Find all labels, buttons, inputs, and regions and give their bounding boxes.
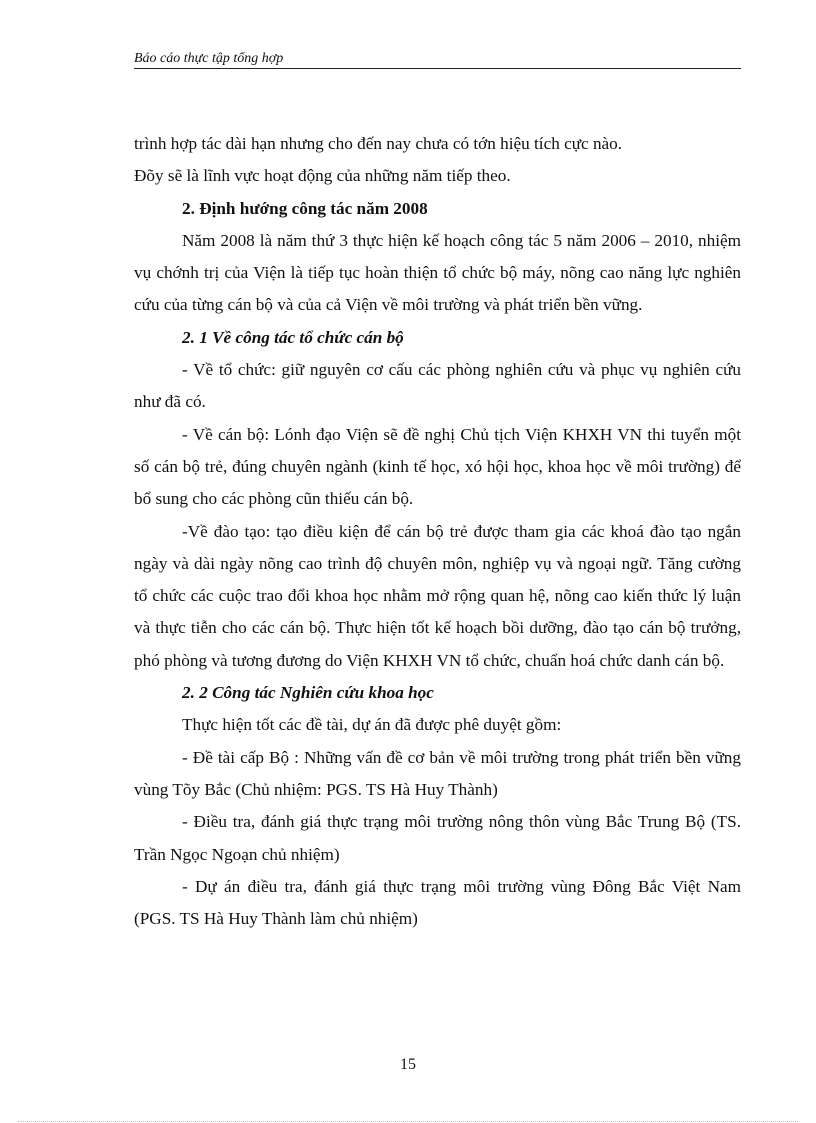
header-title: Báo cáo thực tập tổng hợp [134,51,284,66]
page-bottom-divider [18,1121,798,1122]
paragraph: Thực hiện tốt các đề tài, dự án đã được phê duyệt gồm: [182,715,562,735]
subsection-heading: 2. 1 Về công tác tổ chức cán bộ [182,327,404,347]
paragraph: Đõy sẽ là lĩnh vực hoạt động của những năm tiếp theo. [134,166,511,186]
paragraph: - Về tổ chức: giữ nguyên cơ cấu các phòng nghiên cứu và phục vụ nghiên cứu như đã có. [134,360,741,412]
paragraph: trình hợp tác dài hạn nhưng cho đến nay chưa có tớn hiệu tích cực nào. [134,134,623,153]
paragraph: - Điều tra, đánh giá thực trạng môi trường nông thôn vùng Bắc Trung Bộ (TS. Trần Ngọc Ngoạn chủ nhiệm) [134,812,741,864]
paragraph: -Về đào tạo: tạo điều kiện để cán bộ trẻ được tham gia các khoá đào tạo ngắn ngày và dài ngày nõng cao trình độ chuyên môn, nghiệp vụ và ngoại ngữ. Tăng cường tổ chức các cuộc trao đổi khoa học nhằm mở rộng quan hệ, nõng cao kiến thức lý luận và thực tiễn cho các cán bộ. Thực hiện tốt kế hoạch bồi dưỡng, đào tạo cán bộ trưởng, phó phòng và tương đương do Viện KHXH VN tổ chức, chuẩn hoá chức danh cán bộ. [134,521,741,670]
running-header [134,51,741,69]
paragraph: Năm 2008 là năm thứ 3 thực hiện kế hoạch công tác 5 năm 2006 – 2010, nhiệm vụ chớnh trị của Viện là tiếp tục hoàn thiện tổ chức bộ máy, nõng cao năng lực nghiên cứu của từng cán bộ và của cả Viện về môi trường và phát triển bền vững. [134,230,741,315]
paragraph: - Dự án điều tra, đánh giá thực trạng môi trường vùng Đông Bắc Việt Nam (PGS. TS Hà Huy Thành làm chủ nhiệm) [134,876,741,929]
subsection-heading: 2. 2 Công tác Nghiên cứu khoa học [182,683,434,703]
paragraph: - Về cán bộ: Lónh đạo Viện sẽ đề nghị Chủ tịch Viện KHXH VN thi tuyển một số cán bộ trẻ, đúng chuyên ngành (kinh tế học, xó hội học, khoa học về môi trường) để bổ sung cho các phòng cũn thiếu cán bộ. [134,424,741,509]
page-number: 15 [400,1056,416,1073]
paragraph: - Đề tài cấp Bộ : Những vấn đề cơ bản về môi trường trong phát triển bền vững vùng Tõy Bắc (Chủ nhiệm: PGS. TS Hà Huy Thành) [134,747,741,799]
page-body [134,128,741,935]
section-heading: 2. Định hướng công tác năm 2008 [182,198,428,218]
